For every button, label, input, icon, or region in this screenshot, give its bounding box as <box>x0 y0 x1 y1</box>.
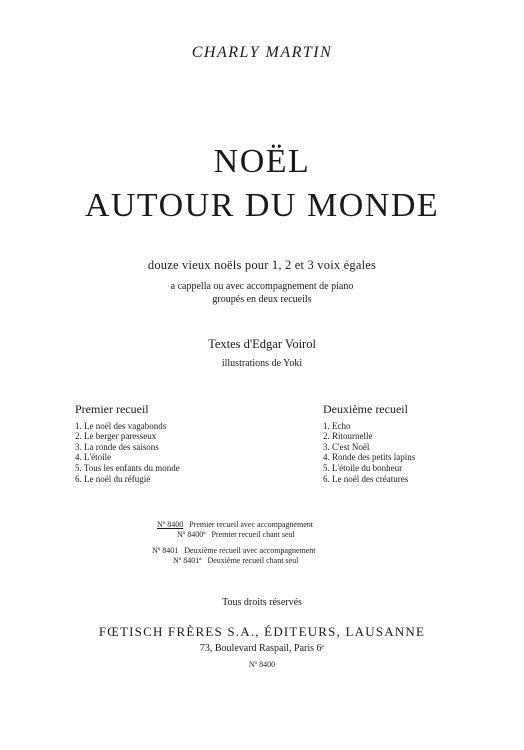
edition-row <box>173 556 298 566</box>
edition-label: Premier recueil chant seul <box>211 530 295 539</box>
list-item: 2. Le berger paresseux <box>75 431 157 442</box>
deuxieme-recueil <box>323 404 513 484</box>
edition-number: Nº 8400ª <box>177 530 206 539</box>
subtitle-line-1: douze vieux noëls pour 1, 2 et 3 voix égales <box>147 258 377 272</box>
edition-number: Nº 8400 <box>157 520 184 529</box>
title-line-1: NOËL <box>213 143 311 180</box>
publisher-address: 73, Boulevard Raspail, Paris 6ᵉ <box>199 643 325 654</box>
title-line-2: AUTOUR DU MONDE <box>84 187 440 224</box>
illustration-credit: illustrations de Yoki <box>221 358 303 369</box>
premier-recueil <box>75 404 265 484</box>
list-item: 1. Echo <box>323 420 351 431</box>
publisher-number: Nº 8400 <box>248 660 276 669</box>
subtitle-line-2: a cappella ou avec accompagnement de piano <box>170 281 354 292</box>
edition-label: Deuxième recueil avec accompagnement <box>184 546 316 555</box>
deuxieme-recueil-list <box>323 421 513 485</box>
list-item: 5. Tous les enfants du monde <box>75 462 180 473</box>
edition-row <box>177 530 295 540</box>
edition-row <box>152 546 316 556</box>
edition-label: Deuxième recueil chant seul <box>207 556 299 565</box>
edition-number: Nº 8401 <box>152 546 179 555</box>
text-credit: Textes d'Edgar Voirol <box>208 337 316 351</box>
list-item: 5. L'étoile du bonheur <box>323 462 403 473</box>
edition-number: Nº 8401ª <box>173 556 202 565</box>
list-item: 6. Le noël des créatures <box>323 473 409 484</box>
edition-label: Premier recueil avec accompagnement <box>189 520 313 529</box>
author-name: CHARLY MARTIN <box>191 44 333 61</box>
list-item: 3. La ronde des saisons <box>75 441 159 452</box>
list-item: 4. Ronde des petits lapins <box>323 452 416 463</box>
list-item: 3. C'est Noël <box>323 441 370 452</box>
list-item: 4. L'étoile <box>75 452 112 463</box>
premier-recueil-list <box>75 421 265 485</box>
publisher-name: FŒTISCH FRÈRES S.A., ÉDITEURS, LAUSANNE <box>98 624 426 639</box>
rights-notice: Tous droits réservés <box>222 597 302 608</box>
edition-row <box>157 520 313 530</box>
list-item: 1. Le noël des vagabonds <box>75 420 167 431</box>
subtitle-line-3: groupés en deux recueils <box>212 294 312 305</box>
list-item: 6. Le noël du réfugié <box>75 473 151 484</box>
deuxieme-recueil-heading: Deuxième recueil <box>323 402 408 416</box>
premier-recueil-heading: Premier recueil <box>75 402 149 416</box>
list-item: 2. Ritournelle <box>323 431 373 442</box>
